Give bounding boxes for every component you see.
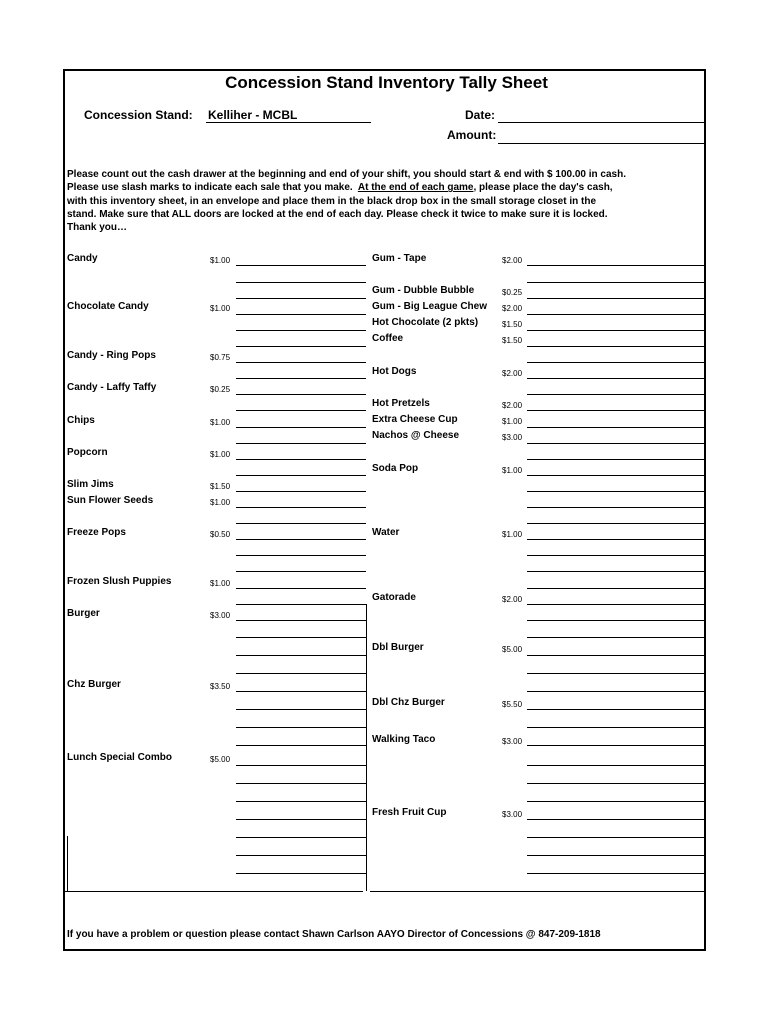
item-price: $0.25 xyxy=(210,385,231,394)
tally-line[interactable] xyxy=(527,801,705,802)
tally-line[interactable] xyxy=(527,282,705,283)
item-price: $0.50 xyxy=(210,530,231,539)
date-label: Date: xyxy=(465,108,496,122)
tally-line[interactable] xyxy=(527,539,705,540)
item-price: $1.00 xyxy=(210,418,231,427)
tally-line[interactable] xyxy=(527,673,705,674)
tally-line[interactable] xyxy=(236,443,366,444)
item-price: $3.00 xyxy=(210,611,231,620)
item-name: Hot Chocolate (2 pkts) xyxy=(372,317,479,328)
section-divider-right xyxy=(370,891,706,892)
tally-line[interactable] xyxy=(236,691,366,692)
footer-contact: If you have a problem or question please contact Shawn Carlson AAYO Director of Concessions @ 847-209-1818 xyxy=(67,929,601,940)
amount-label: Amount: xyxy=(447,128,497,142)
tally-line[interactable] xyxy=(236,801,366,802)
instruction-line-2: Please use slash marks to indicate each sale that you make. At the end of each game, please place the day's cash, xyxy=(67,182,613,194)
tally-line[interactable] xyxy=(527,873,705,874)
item-name: Dbl Chz Burger xyxy=(372,697,445,708)
item-price: $2.00 xyxy=(502,595,523,604)
item-price: $1.00 xyxy=(502,466,523,475)
tally-line[interactable] xyxy=(527,491,705,492)
tally-line[interactable] xyxy=(527,427,705,428)
tally-line[interactable] xyxy=(236,265,366,266)
item-name: Sun Flower Seeds xyxy=(67,495,154,506)
tally-line[interactable] xyxy=(527,475,705,476)
tally-line[interactable] xyxy=(527,378,705,379)
date-field[interactable] xyxy=(498,122,705,123)
item-name: Frozen Slush Puppies xyxy=(67,576,172,587)
tally-line[interactable] xyxy=(236,765,366,766)
tally-line[interactable] xyxy=(236,855,366,856)
item-price: $3.50 xyxy=(210,682,231,691)
item-price: $1.00 xyxy=(210,579,231,588)
tally-line[interactable] xyxy=(236,475,366,476)
tally-line[interactable] xyxy=(236,571,366,572)
item-price: $1.00 xyxy=(502,530,523,539)
tally-line[interactable] xyxy=(236,298,366,299)
tally-line[interactable] xyxy=(236,709,366,710)
item-name: Soda Pop xyxy=(372,463,419,474)
item-name: Chips xyxy=(67,415,95,426)
item-price: $2.00 xyxy=(502,369,523,378)
column-divider xyxy=(366,604,367,891)
item-name: Walking Taco xyxy=(372,734,436,745)
item-name: Chocolate Candy xyxy=(67,301,149,312)
stand-underline xyxy=(206,122,371,123)
tally-line[interactable] xyxy=(236,727,366,728)
tally-line[interactable] xyxy=(236,282,366,283)
instruction-line-4: stand. Make sure that ALL doors are locked at the end of each day. Please check it twice to make sure it is locked. xyxy=(67,208,608,220)
instruction-line-3: with this inventory sheet, in an envelope and place them in the black drop box in the small storage closet in the xyxy=(67,195,596,207)
item-name: Candy - Ring Pops xyxy=(67,350,156,361)
tally-line[interactable] xyxy=(527,507,705,508)
item-name: Hot Pretzels xyxy=(372,398,430,409)
item-name: Gum - Big League Chew xyxy=(372,301,488,312)
item-name: Extra Cheese Cup xyxy=(372,414,458,425)
item-price: $5.00 xyxy=(502,645,523,654)
item-price: $3.00 xyxy=(502,810,523,819)
item-name: Nachos @ Cheese xyxy=(372,430,460,441)
item-name: Gum - Tape xyxy=(372,253,427,264)
tally-line[interactable] xyxy=(236,410,366,411)
tally-line[interactable] xyxy=(236,604,366,605)
item-price: $1.00 xyxy=(210,498,231,507)
tally-line[interactable] xyxy=(236,745,366,746)
item-price: $1.00 xyxy=(502,417,523,426)
tally-line[interactable] xyxy=(527,604,705,605)
item-price: $0.25 xyxy=(502,288,523,297)
tally-line[interactable] xyxy=(527,265,705,266)
tally-line[interactable] xyxy=(236,523,366,524)
tally-line[interactable] xyxy=(236,873,366,874)
tally-line[interactable] xyxy=(236,427,366,428)
tally-line[interactable] xyxy=(236,491,366,492)
item-name: Fresh Fruit Cup xyxy=(372,807,447,818)
item-price: $3.00 xyxy=(502,433,523,442)
tally-line[interactable] xyxy=(527,691,705,692)
instruction-line-5: Thank you… xyxy=(67,222,128,234)
item-name: Water xyxy=(372,527,400,538)
left-margin-rule xyxy=(67,836,68,891)
tally-line[interactable] xyxy=(527,837,705,838)
tally-line[interactable] xyxy=(236,819,366,820)
tally-line[interactable] xyxy=(527,394,705,395)
tally-line[interactable] xyxy=(527,346,705,347)
item-name: Freeze Pops xyxy=(67,527,126,538)
item-price: $2.00 xyxy=(502,304,523,313)
tally-sheet-frame xyxy=(63,69,706,951)
item-name: Gatorade xyxy=(372,592,416,603)
tally-line[interactable] xyxy=(527,314,705,315)
item-price: $1.00 xyxy=(210,450,231,459)
stand-value: Kelliher - MCBL xyxy=(208,108,298,122)
tally-line[interactable] xyxy=(527,819,705,820)
item-price: $5.00 xyxy=(210,755,231,764)
item-name: Chz Burger xyxy=(67,679,121,690)
item-name: Hot Dogs xyxy=(372,366,417,377)
item-price: $1.00 xyxy=(210,304,231,313)
item-name: Burger xyxy=(67,608,100,619)
item-price: $0.75 xyxy=(210,353,231,362)
tally-line[interactable] xyxy=(236,459,366,460)
item-price: $1.50 xyxy=(502,320,523,329)
item-price: $1.50 xyxy=(210,482,231,491)
item-name: Candy - Laffy Taffy xyxy=(67,382,157,393)
tally-line[interactable] xyxy=(236,507,366,508)
tally-line[interactable] xyxy=(527,459,705,460)
tally-line[interactable] xyxy=(236,637,366,638)
instruction-underlined: At the end of each game xyxy=(357,182,474,194)
item-price: $2.00 xyxy=(502,256,523,265)
item-price: $3.00 xyxy=(502,737,523,746)
item-name: Candy xyxy=(67,253,98,264)
tally-line[interactable] xyxy=(236,655,366,656)
amount-field[interactable] xyxy=(498,143,705,144)
tally-line[interactable] xyxy=(527,765,705,766)
tally-line[interactable] xyxy=(236,314,366,315)
item-price: $1.50 xyxy=(502,336,523,345)
page-title: Concession Stand Inventory Tally Sheet xyxy=(225,73,548,92)
tally-line[interactable] xyxy=(527,855,705,856)
tally-line[interactable] xyxy=(527,620,705,621)
tally-line[interactable] xyxy=(236,673,366,674)
tally-line[interactable] xyxy=(236,394,366,395)
item-name: Dbl Burger xyxy=(372,642,424,653)
tally-line[interactable] xyxy=(527,709,705,710)
stand-label: Concession Stand: xyxy=(84,108,193,122)
tally-line[interactable] xyxy=(527,555,705,556)
tally-line[interactable] xyxy=(527,745,705,746)
tally-line[interactable] xyxy=(236,330,366,331)
tally-line[interactable] xyxy=(236,539,366,540)
instruction-line-1: Please count out the cash drawer at the beginning and end of your shift, you should start & end with $ 100.00 in cash. xyxy=(67,169,626,180)
tally-line[interactable] xyxy=(527,410,705,411)
tally-line[interactable] xyxy=(236,837,366,838)
item-price: $2.00 xyxy=(502,401,523,410)
section-divider-left xyxy=(65,891,363,892)
tally-line[interactable] xyxy=(527,330,705,331)
tally-line[interactable] xyxy=(527,443,705,444)
tally-line[interactable] xyxy=(527,588,705,589)
tally-line[interactable] xyxy=(527,637,705,638)
tally-line[interactable] xyxy=(236,555,366,556)
instructions xyxy=(67,168,687,234)
item-name: Lunch Special Combo xyxy=(67,752,173,763)
tally-line[interactable] xyxy=(527,298,705,299)
tally-line[interactable] xyxy=(236,346,366,347)
tally-line[interactable] xyxy=(527,571,705,572)
tally-line[interactable] xyxy=(236,620,366,621)
tally-line[interactable] xyxy=(527,523,705,524)
tally-line[interactable] xyxy=(527,783,705,784)
item-price: $5.50 xyxy=(502,700,523,709)
item-name: Gum - Dubble Bubble xyxy=(372,285,475,296)
item-name: Slim Jims xyxy=(67,479,114,490)
tally-line[interactable] xyxy=(527,727,705,728)
item-name: Coffee xyxy=(372,333,404,344)
item-price: $1.00 xyxy=(210,256,231,265)
tally-line[interactable] xyxy=(236,588,366,589)
item-name: Popcorn xyxy=(67,447,108,458)
tally-line[interactable] xyxy=(236,378,366,379)
tally-line[interactable] xyxy=(236,783,366,784)
tally-line[interactable] xyxy=(527,362,705,363)
tally-line[interactable] xyxy=(527,655,705,656)
tally-line[interactable] xyxy=(236,362,366,363)
